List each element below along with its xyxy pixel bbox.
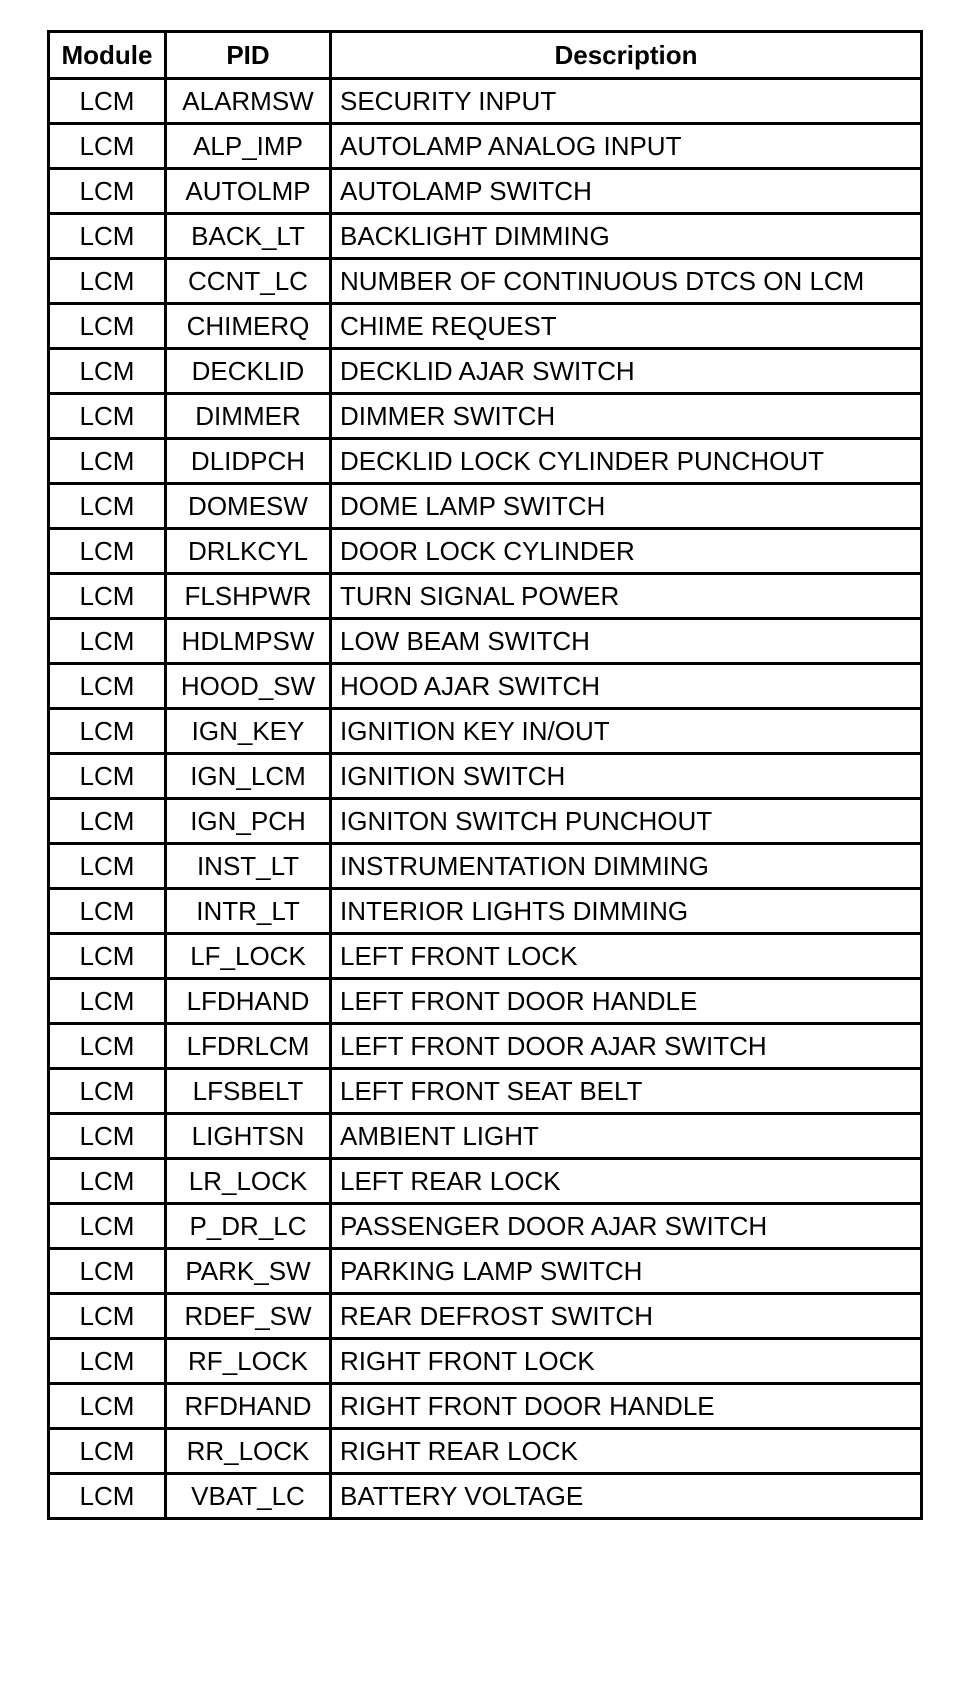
cell-module: LCM [49, 349, 166, 394]
cell-pid: P_DR_LC [166, 1204, 331, 1249]
cell-description: AUTOLAMP SWITCH [331, 169, 922, 214]
table-row [49, 709, 922, 754]
cell-description: BATTERY VOLTAGE [331, 1474, 922, 1519]
cell-pid: LIGHTSN [166, 1114, 331, 1159]
header-pid: PID [166, 32, 331, 79]
cell-description: DECKLID LOCK CYLINDER PUNCHOUT [331, 439, 922, 484]
table-row [49, 1069, 922, 1114]
table-row [49, 889, 922, 934]
cell-module: LCM [49, 259, 166, 304]
cell-description: DOME LAMP SWITCH [331, 484, 922, 529]
table-row [49, 979, 922, 1024]
cell-pid: CCNT_LC [166, 259, 331, 304]
header-row [49, 32, 922, 79]
table-row [49, 1339, 922, 1384]
table-row [49, 844, 922, 889]
cell-description: IGNITION SWITCH [331, 754, 922, 799]
cell-module: LCM [49, 394, 166, 439]
cell-description: PASSENGER DOOR AJAR SWITCH [331, 1204, 922, 1249]
cell-module: LCM [49, 169, 166, 214]
table-body [49, 79, 922, 1519]
cell-module: LCM [49, 484, 166, 529]
cell-description: DECKLID AJAR SWITCH [331, 349, 922, 394]
cell-pid: LFSBELT [166, 1069, 331, 1114]
cell-description: AMBIENT LIGHT [331, 1114, 922, 1159]
cell-pid: IGN_PCH [166, 799, 331, 844]
cell-module: LCM [49, 304, 166, 349]
table-row [49, 439, 922, 484]
table-row [49, 799, 922, 844]
cell-pid: AUTOLMP [166, 169, 331, 214]
cell-pid: FLSHPWR [166, 574, 331, 619]
cell-module: LCM [49, 1474, 166, 1519]
cell-pid: PARK_SW [166, 1249, 331, 1294]
pid-table-container [47, 30, 920, 1520]
cell-module: LCM [49, 1384, 166, 1429]
table-row [49, 574, 922, 619]
cell-module: LCM [49, 124, 166, 169]
cell-module: LCM [49, 574, 166, 619]
cell-pid: ALARMSW [166, 79, 331, 124]
table-row [49, 124, 922, 169]
cell-pid: LR_LOCK [166, 1159, 331, 1204]
header-module: Module [49, 32, 166, 79]
cell-module: LCM [49, 889, 166, 934]
cell-pid: RF_LOCK [166, 1339, 331, 1384]
cell-description: LEFT FRONT SEAT BELT [331, 1069, 922, 1114]
table-row [49, 1384, 922, 1429]
table-row [49, 1024, 922, 1069]
cell-pid: LFDRLCM [166, 1024, 331, 1069]
header-description: Description [331, 32, 922, 79]
cell-module: LCM [49, 1294, 166, 1339]
table-row [49, 1429, 922, 1474]
cell-module: LCM [49, 439, 166, 484]
table-row [49, 1114, 922, 1159]
table-row [49, 394, 922, 439]
table-row [49, 1294, 922, 1339]
cell-description: LEFT FRONT LOCK [331, 934, 922, 979]
cell-description: AUTOLAMP ANALOG INPUT [331, 124, 922, 169]
table-row [49, 79, 922, 124]
cell-pid: DECKLID [166, 349, 331, 394]
cell-pid: RDEF_SW [166, 1294, 331, 1339]
table-row [49, 304, 922, 349]
cell-description: NUMBER OF CONTINUOUS DTCS ON LCM [331, 259, 922, 304]
cell-description: INTERIOR LIGHTS DIMMING [331, 889, 922, 934]
pid-table [47, 30, 923, 1520]
cell-pid: INTR_LT [166, 889, 331, 934]
table-row [49, 1159, 922, 1204]
cell-module: LCM [49, 754, 166, 799]
cell-pid: RR_LOCK [166, 1429, 331, 1474]
cell-pid: HOOD_SW [166, 664, 331, 709]
cell-module: LCM [49, 844, 166, 889]
cell-pid: DLIDPCH [166, 439, 331, 484]
cell-pid: INST_LT [166, 844, 331, 889]
cell-module: LCM [49, 709, 166, 754]
table-row [49, 754, 922, 799]
table-row [49, 1204, 922, 1249]
cell-description: LEFT FRONT DOOR HANDLE [331, 979, 922, 1024]
cell-pid: LFDHAND [166, 979, 331, 1024]
cell-description: DIMMER SWITCH [331, 394, 922, 439]
cell-module: LCM [49, 79, 166, 124]
cell-module: LCM [49, 979, 166, 1024]
cell-description: REAR DEFROST SWITCH [331, 1294, 922, 1339]
cell-description: SECURITY INPUT [331, 79, 922, 124]
table-row [49, 1474, 922, 1519]
cell-module: LCM [49, 619, 166, 664]
cell-module: LCM [49, 1429, 166, 1474]
cell-pid: VBAT_LC [166, 1474, 331, 1519]
cell-module: LCM [49, 1204, 166, 1249]
table-row [49, 259, 922, 304]
table-row [49, 214, 922, 259]
table-row [49, 619, 922, 664]
cell-module: LCM [49, 1249, 166, 1294]
cell-description: IGNITION KEY IN/OUT [331, 709, 922, 754]
cell-module: LCM [49, 529, 166, 574]
cell-module: LCM [49, 214, 166, 259]
table-row [49, 934, 922, 979]
cell-description: CHIME REQUEST [331, 304, 922, 349]
table-row [49, 484, 922, 529]
cell-pid: LF_LOCK [166, 934, 331, 979]
cell-description: LOW BEAM SWITCH [331, 619, 922, 664]
cell-description: RIGHT FRONT DOOR HANDLE [331, 1384, 922, 1429]
cell-pid: IGN_LCM [166, 754, 331, 799]
cell-pid: DIMMER [166, 394, 331, 439]
cell-pid: DOMESW [166, 484, 331, 529]
table-row [49, 169, 922, 214]
cell-module: LCM [49, 1069, 166, 1114]
cell-module: LCM [49, 1024, 166, 1069]
table-row [49, 529, 922, 574]
cell-pid: BACK_LT [166, 214, 331, 259]
cell-description: DOOR LOCK CYLINDER [331, 529, 922, 574]
cell-description: TURN SIGNAL POWER [331, 574, 922, 619]
table-row [49, 1249, 922, 1294]
cell-description: RIGHT FRONT LOCK [331, 1339, 922, 1384]
cell-pid: ALP_IMP [166, 124, 331, 169]
cell-module: LCM [49, 799, 166, 844]
cell-description: BACKLIGHT DIMMING [331, 214, 922, 259]
table-row [49, 664, 922, 709]
cell-pid: CHIMERQ [166, 304, 331, 349]
cell-module: LCM [49, 664, 166, 709]
cell-module: LCM [49, 1339, 166, 1384]
cell-description: HOOD AJAR SWITCH [331, 664, 922, 709]
table-row [49, 349, 922, 394]
cell-description: LEFT REAR LOCK [331, 1159, 922, 1204]
cell-module: LCM [49, 1114, 166, 1159]
cell-description: IGNITON SWITCH PUNCHOUT [331, 799, 922, 844]
cell-module: LCM [49, 1159, 166, 1204]
cell-description: PARKING LAMP SWITCH [331, 1249, 922, 1294]
cell-pid: DRLKCYL [166, 529, 331, 574]
cell-module: LCM [49, 934, 166, 979]
cell-description: LEFT FRONT DOOR AJAR SWITCH [331, 1024, 922, 1069]
cell-pid: HDLMPSW [166, 619, 331, 664]
cell-description: RIGHT REAR LOCK [331, 1429, 922, 1474]
cell-pid: RFDHAND [166, 1384, 331, 1429]
cell-description: INSTRUMENTATION DIMMING [331, 844, 922, 889]
cell-pid: IGN_KEY [166, 709, 331, 754]
